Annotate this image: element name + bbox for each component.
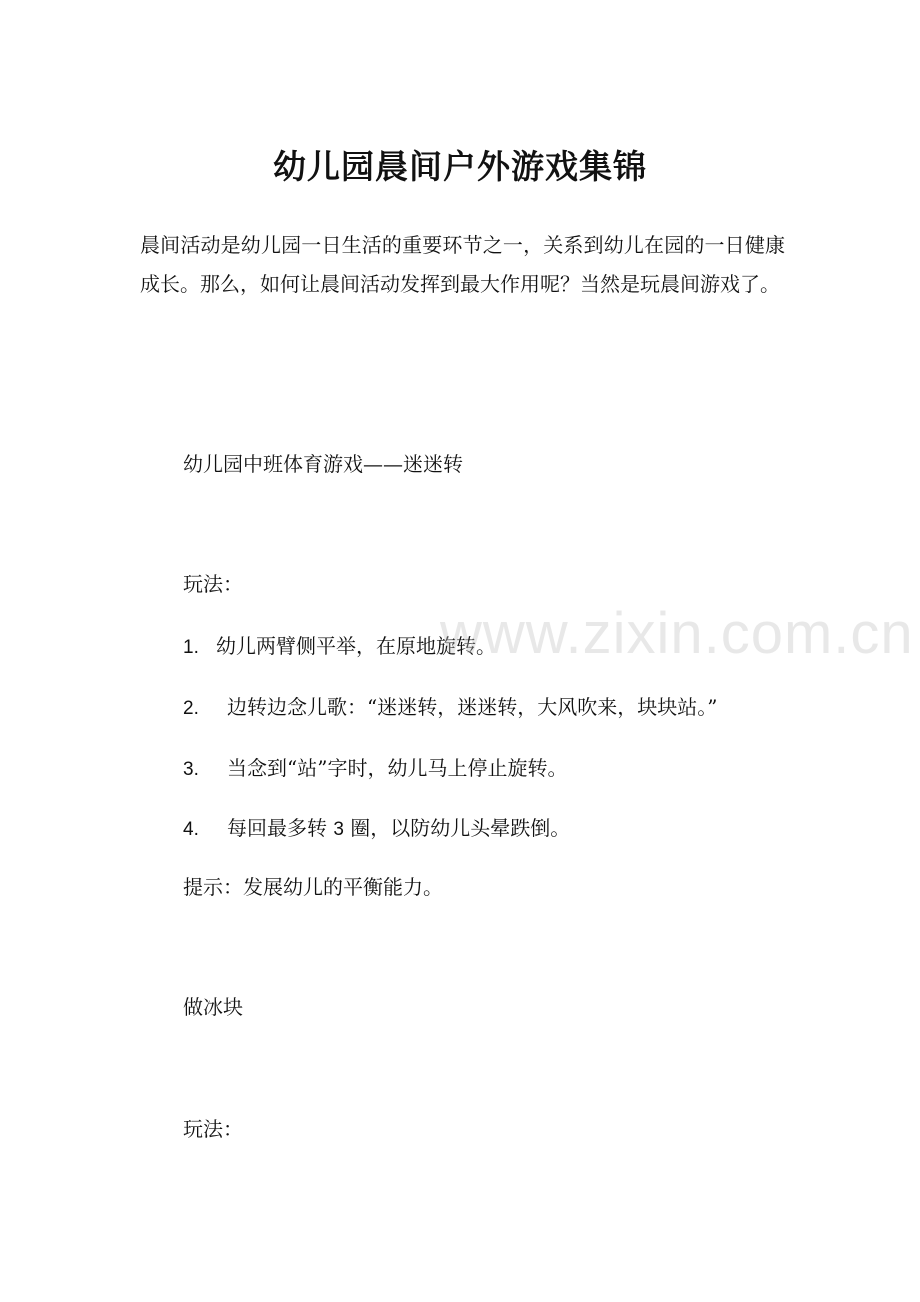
step-text-digit: 3 (333, 819, 344, 840)
step-text: 边转边念儿歌：“迷迷转，迷迷转，大风吹来，块块站。” (227, 695, 718, 719)
section-heading-mimizhuan: 幼儿园中班体育游戏——迷迷转 (183, 452, 463, 476)
tip-text: 提示：发展幼儿的平衡能力。 (183, 875, 443, 899)
step-item-4 (183, 813, 570, 845)
step-item-3 (183, 753, 567, 785)
step-number: 3. (183, 759, 199, 780)
document-title: 幼儿园晨间户外游戏集锦 (273, 147, 647, 186)
step-number: 2. (183, 698, 199, 719)
watermark: www.zixin.com.cn (440, 601, 914, 666)
step-item-2 (183, 692, 717, 724)
section-heading-zuobingkuai: 做冰块 (183, 995, 243, 1019)
step-text-post: 圈，以防幼儿头晕跌倒。 (343, 816, 571, 840)
step-item-1 (183, 631, 496, 663)
step-text: 幼儿两臂侧平举，在原地旋转。 (216, 634, 496, 658)
step-number: 4. (183, 819, 199, 840)
step-text-pre: 每回最多转 (227, 816, 334, 840)
play-label-2: 玩法： (183, 1117, 243, 1141)
play-label: 玩法： (183, 572, 243, 596)
step-text: 当念到“站”字时，幼儿马上停止旋转。 (227, 756, 568, 780)
intro-paragraph: 晨间活动是幼儿园一日生活的重要环节之一，关系到幼儿在园的一日健康成长。那么，如何让晨间活动发挥到最大作用呢？当然是玩晨间游戏了。 (140, 233, 785, 296)
step-number: 1. (183, 637, 199, 658)
